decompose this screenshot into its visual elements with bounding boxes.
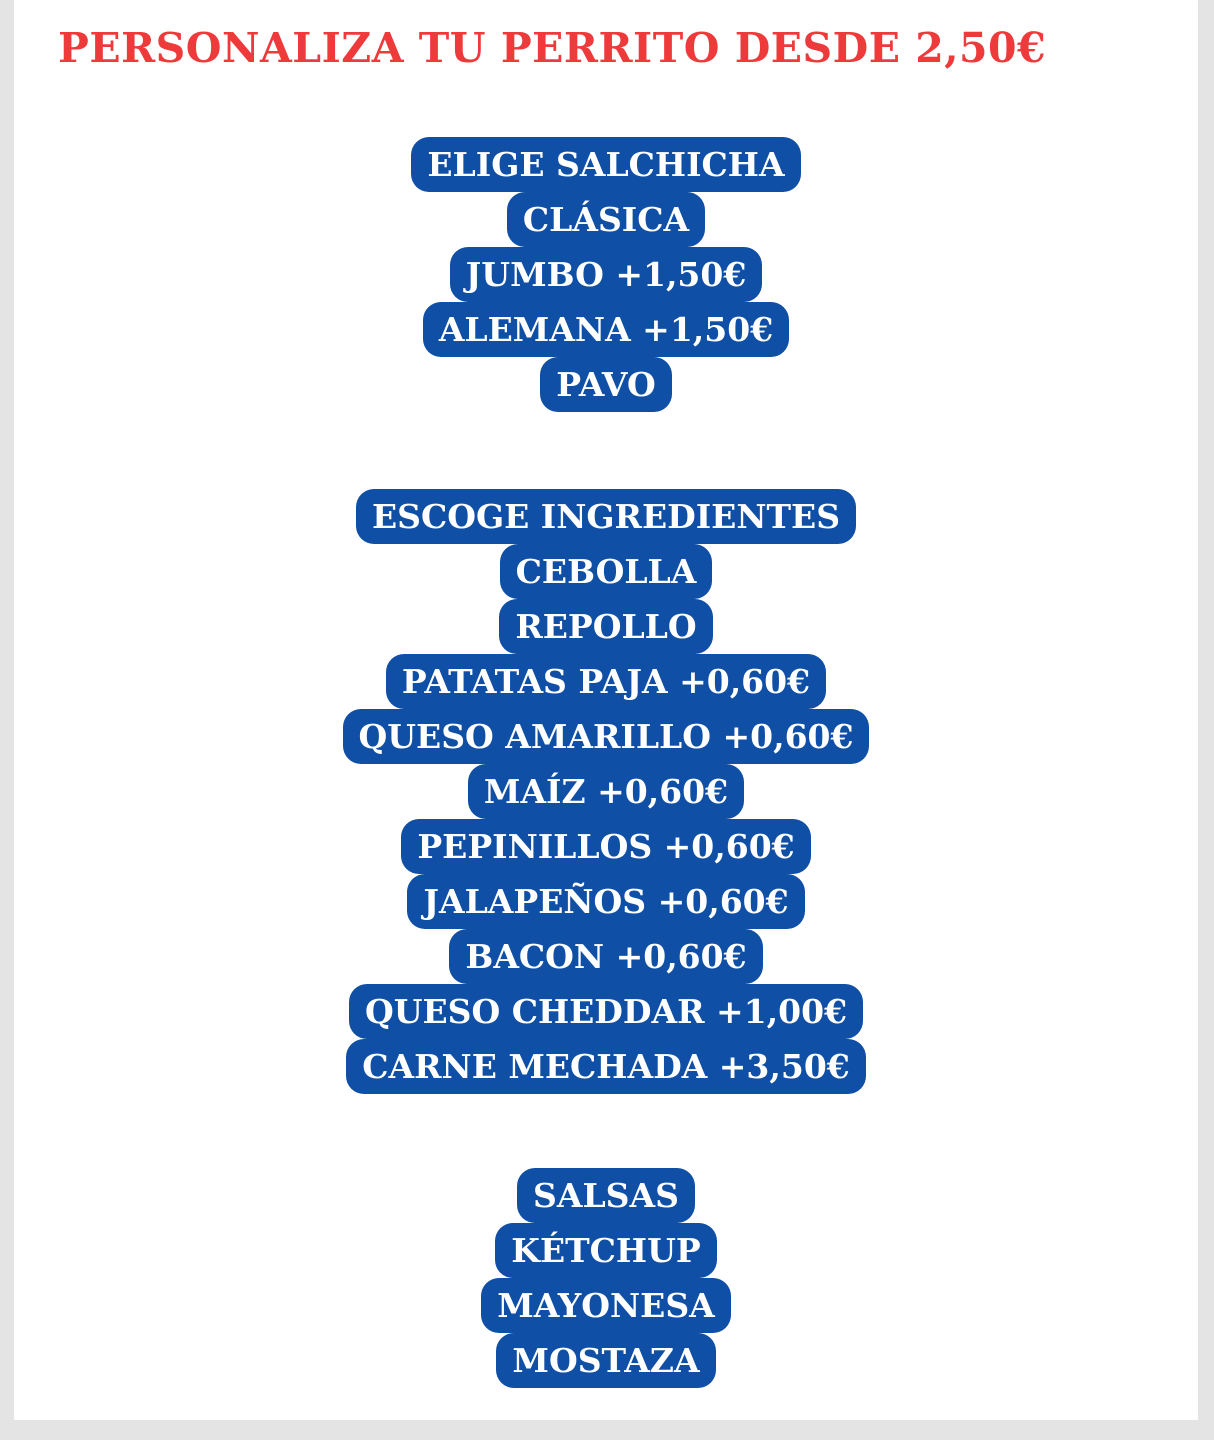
ingredient-repollo: REPOLLO — [499, 599, 712, 654]
sauce-mayonesa: MAYONESA — [481, 1278, 731, 1333]
sausage-option-pavo: PAVO — [540, 357, 671, 412]
sausage-option-jumbo: JUMBO +1,50€ — [450, 247, 763, 302]
sauce-ketchup: KÉTCHUP — [495, 1223, 716, 1278]
sausage-heading: ELIGE SALCHICHA — [411, 137, 800, 192]
ingredient-carne-mechada: CARNE MECHADA +3,50€ — [346, 1039, 866, 1094]
sauces-section — [14, 1168, 1198, 1388]
sausage-option-alemana: ALEMANA +1,50€ — [423, 302, 789, 357]
ingredient-patatas-paja: PATATAS PAJA +0,60€ — [386, 654, 826, 709]
ingredients-heading: ESCOGE INGREDIENTES — [356, 489, 856, 544]
ingredient-pepinillos: PEPINILLOS +0,60€ — [401, 819, 810, 874]
ingredients-section — [14, 489, 1198, 1094]
ingredient-queso-cheddar: QUESO CHEDDAR +1,00€ — [349, 984, 863, 1039]
ingredient-bacon: BACON +0,60€ — [449, 929, 762, 984]
ingredient-maiz: MAÍZ +0,60€ — [468, 764, 744, 819]
sausage-section — [14, 137, 1198, 412]
sausage-option-clasica: CLÁSICA — [507, 192, 705, 247]
ingredient-jalapenos: JALAPEÑOS +0,60€ — [407, 874, 804, 929]
ingredient-cebolla: CEBOLLA — [500, 544, 713, 599]
sauces-heading: SALSAS — [517, 1168, 695, 1223]
page-title: PERSONALIZA TU PERRITO DESDE 2,50€ — [58, 24, 1047, 72]
ingredient-queso-amarillo: QUESO AMARILLO +0,60€ — [343, 709, 870, 764]
sauce-mostaza: MOSTAZA — [496, 1333, 715, 1388]
menu-page — [14, 0, 1198, 1420]
